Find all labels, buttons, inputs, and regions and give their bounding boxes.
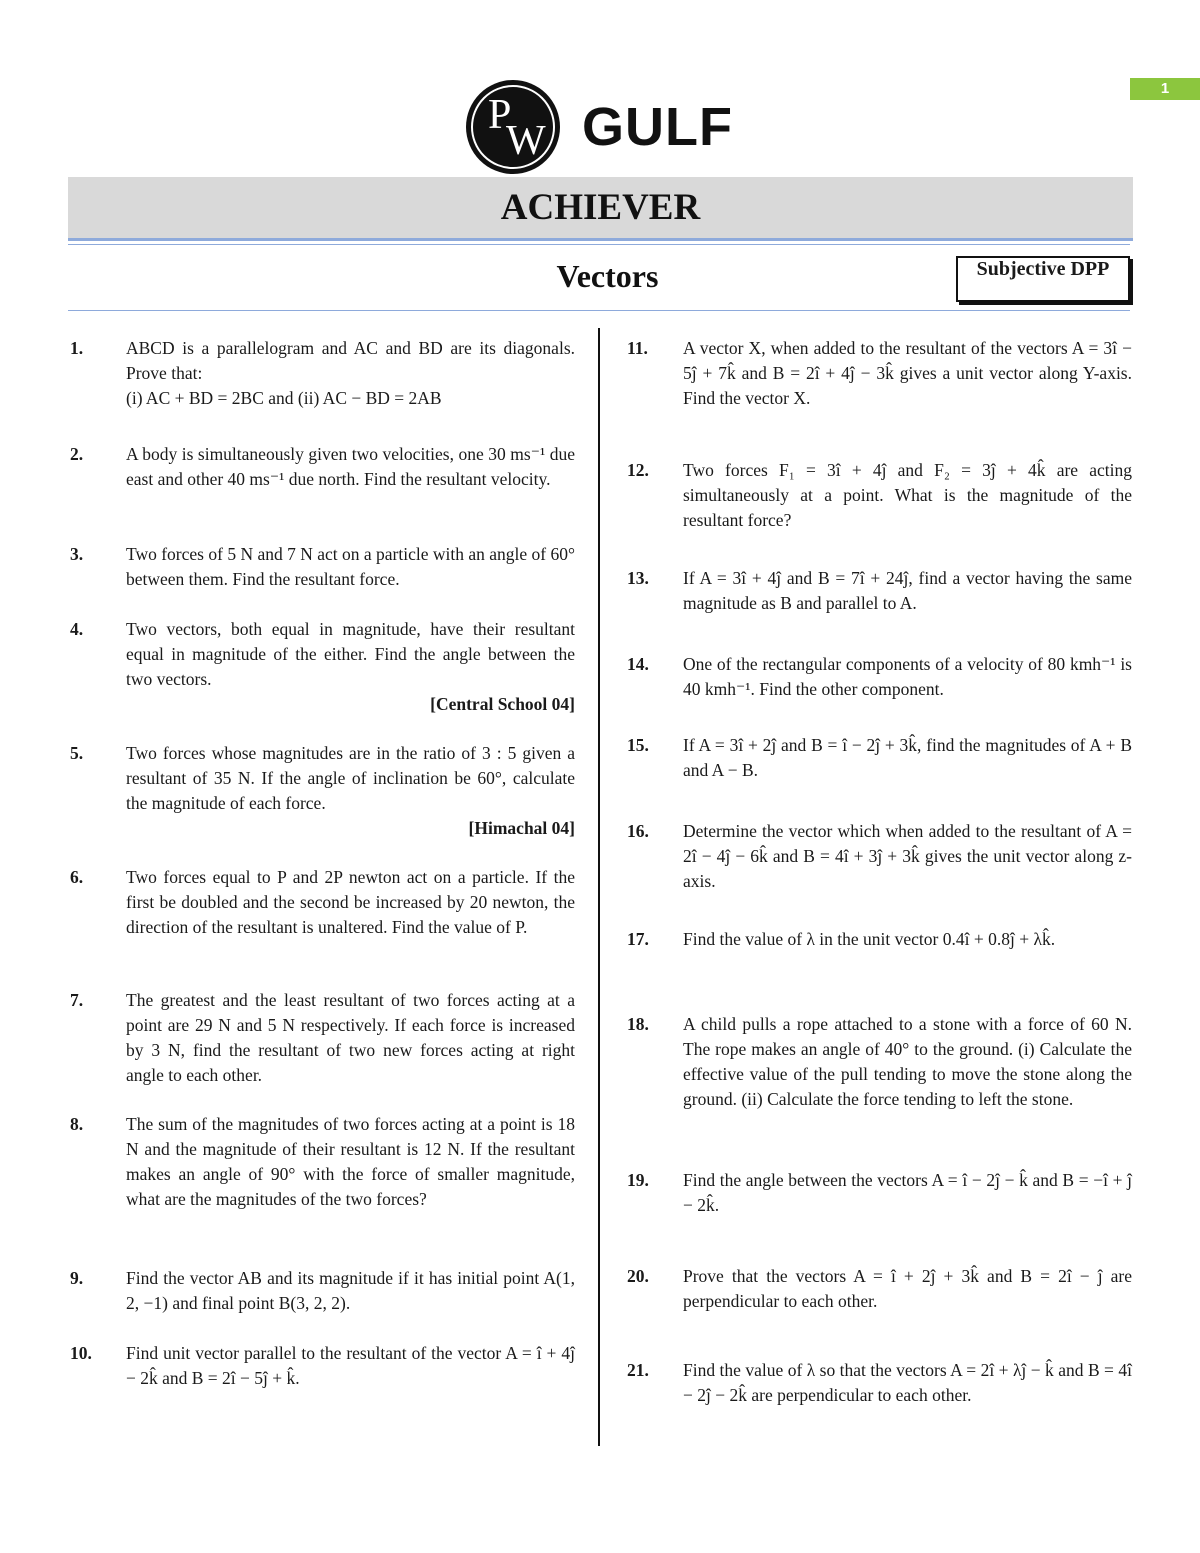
page-number-tab: 1 xyxy=(1130,78,1200,100)
banner-title: ACHIEVER xyxy=(500,187,701,228)
question-item: 20. Prove that the vectors A = î + 2ĵ + 3k̂ and B = 2î − ĵ are perpendicular to each other. xyxy=(627,1266,1132,1311)
divider-line xyxy=(68,310,1130,311)
question-item: 9. Find the vector AB and its magnitude if it has initial point A(1, 2, −1) and final point B(3, 2, 2). xyxy=(70,1268,575,1313)
question-item: 3. Two forces of 5 N and 7 N act on a particle with an angle of 60° between them. Find the resultant force. xyxy=(70,544,575,589)
dpp-label-box: Subjective DPP xyxy=(956,256,1130,302)
column-divider xyxy=(598,328,600,1446)
question-item: 4. Two vectors, both equal in magnitude, have their resultant equal in magnitude of the either. Find the angle between the two vectors. [Central School 04] xyxy=(70,617,575,717)
title-banner xyxy=(68,177,1133,241)
question-item: 15. If A = 3î + 2ĵ and B = î − 2ĵ + 3k̂, find the magnitudes of A + B and A − B. xyxy=(627,735,1132,780)
pw-logo-icon: P W xyxy=(466,80,560,174)
question-item: 17. Find the value of λ in the unit vector 0.4î + 0.8ĵ + λk̂. xyxy=(627,929,1056,949)
question-item: 6. Two forces equal to P and 2P newton act on a particle. If the first be doubled and the second be increased by 20 newton, the direction of the resultant is unaltered. Find the value of P. xyxy=(70,867,575,937)
question-item: 19. Find the angle between the vectors A = î − 2ĵ − k̂ and B = −î + ĵ − 2k̂. xyxy=(627,1170,1132,1215)
question-item: 16. Determine the vector which when added to the resultant of A = 2î − 4ĵ − 6k̂ and B = 4î + 3ĵ + 3k̂ gives the unit vector along z-axis. xyxy=(627,821,1132,891)
subject-title: Vectors xyxy=(556,258,659,294)
question-item: 13. If A = 3î + 4ĵ and B = 7î + 24ĵ, find a vector having the same magnitude as B and parallel to A. xyxy=(627,568,1132,613)
question-item: 12. Two forces F₁ = 3î + 4ĵ and F₂ = 3ĵ + 4k̂ are acting simultaneously at a point. What is the magnitude of the resultant force? xyxy=(627,460,1132,530)
divider-line xyxy=(68,244,1130,245)
brand-name: GULF xyxy=(582,97,733,157)
question-item: 21. Find the value of λ so that the vectors A = 2î + λĵ − k̂ and B = 4î − 2ĵ − 2k̂ are perpendicular to each other. xyxy=(627,1360,1132,1405)
question-item: 7. The greatest and the least resultant of two forces acting at a point are 29 N and 5 N respectively. If each force is increased by 3 N, find the resultant of two new forces acting at right angle to each other. xyxy=(70,990,575,1085)
question-item: 14. One of the rectangular components of a velocity of 80 kmh⁻¹ is 40 kmh⁻¹. Find the other component. xyxy=(627,654,1132,699)
question-item: 1. ABCD is a parallelogram and AC and BD are its diagonals. Prove that: (i) AC + BD = 2BC and (ii) AC − BD = 2AB xyxy=(70,338,575,408)
question-item: 2. A body is simultaneously given two velocities, one 30 ms⁻¹ due east and other 40 ms⁻¹ due north. Find the resultant velocity. xyxy=(70,444,575,489)
question-item: 11. A vector X, when added to the resultant of the vectors A = 3î − 5ĵ + 7k̂ and B = 2î + 4ĵ − 3k̂ gives a unit vector along Y-axis. Find the vector X. xyxy=(627,338,1132,408)
question-item: 10. Find unit vector parallel to the resultant of the vector A = î + 4ĵ − 2k̂ and B = 2î − 5ĵ + k̂. xyxy=(70,1343,575,1388)
question-source: [Himachal 04] xyxy=(468,818,575,838)
pw-gulf-logo xyxy=(466,80,733,174)
question-source: [Central School 04] xyxy=(430,694,575,714)
question-item: 8. The sum of the magnitudes of two forces acting at a point is 18 N and the magnitude of their resultant is 12 N. If the resultant makes an angle of 90° with the force of smaller magnitude, what are the magnitudes of the two forces? xyxy=(70,1114,575,1209)
question-item: 5. Two forces whose magnitudes are in the ratio of 3 : 5 given a resultant of 35 N. If the angle of inclination be 60°, calculate the magnitude of each force. [Himachal 04] xyxy=(70,741,575,841)
question-item: 18. A child pulls a rope attached to a stone with a force of 60 N. The rope makes an angle of 40° to the ground. (i) Calculate the effective value of the pull tending to move the stone along the ground. (ii) Calculate the force tending to left the stone. xyxy=(627,1014,1132,1109)
